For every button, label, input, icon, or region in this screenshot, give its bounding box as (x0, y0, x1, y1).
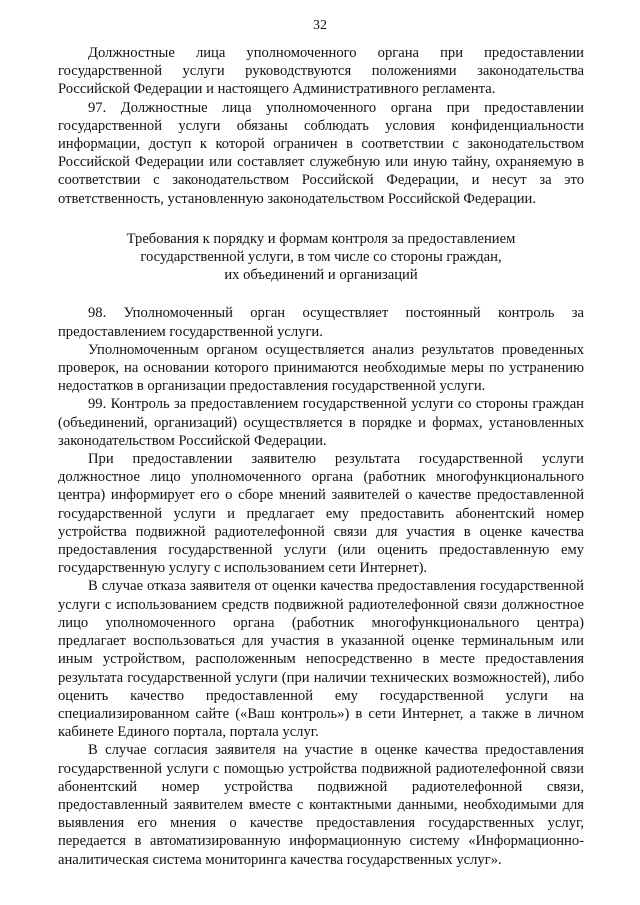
paragraph-inspection-analysis: Уполномоченным органом осуществляется анализ результатов проведенных проверок, на основании которого принимаются необходимые меры по устранению недостатков в организации предоставления государственной услуги. (58, 341, 584, 395)
paragraph-98-constant-control: 98. Уполномоченный орган осуществляет постоянный контроль за предоставлением государственной услуги. (58, 305, 584, 340)
section-heading-line: их объединений и организаций (224, 267, 418, 284)
paragraph-quality-feedback-informing: При предоставлении заявителю результата государственной услуги должностное лицо уполномоченного органа (работник многофункционального центра) информирует его о сборе мнений заявителей о качестве предоставленной государственной услуги и предлагает ему предоставить абонентский номер устройства подвижной радиотелефонной связи для участия в оценке качества предоставления государственной услуги (или оценить предоставленную ему государственную услугу с использованием сети Интернет). (58, 451, 584, 577)
paragraph-officials-guidance: Должностные лица уполномоченного органа при предоставлении государственной услуги руководствуются положениями законодательства Российской Федерации и настоящего Административного регламента. (58, 45, 584, 98)
document-body (58, 44, 584, 869)
section-heading-line: Требования к порядку и формам контроля за предоставлением (126, 230, 516, 247)
paragraph-consent-phone-number-transfer: В случае согласия заявителя на участие в оценке качества предоставления государственной услуги с помощью устройства подвижной радиотелефонной связи абонентский номер устройства подвижной радиотелефонной связи, предоставленный заявителем вместе с контактными данными, необходимыми для выявления его мнения о качестве предоставления государственных услуг, передается в автоматизированную информационную систему «Информационно-аналитическая система мониторинга качества государственных услуг». (58, 742, 584, 868)
paragraph-97-confidentiality: 97. Должностные лица уполномоченного органа при предоставлении государственной услуги обязаны соблюдать условия конфиденциальности информации, доступ к которой ограничен в соответствии с законодательством Российской Федерации или составляет служебную или иную тайну, охраняемую в соответствии с законодательством Российской Федерации, и несут за это ответственность, установленную законодательством Российской Федерации. (58, 99, 584, 207)
paragraph-refusal-alternative-assessment: В случае отказа заявителя от оценки качества предоставления государственной услуги с использованием средств подвижной радиотелефонной связи должностное лицо уполномоченного органа (работник многофункционального центра) предлагает воспользоваться для участия в указанной оценке терминальным или иным устройством, расположенным непосредственно в месте предоставления результата государственной услуги (при наличии технических возможностей), либо оценить качество предоставленной ему государственной услуги на специализированном сайте («Ваш контроль») в сети Интернет, а также в личном кабинете Единого портала, портала услуг. (58, 578, 584, 741)
section-heading-line: государственной услуги, в том числе со стороны граждан, (140, 249, 502, 266)
page-number: 32 (313, 18, 327, 33)
section-heading-control-requirements (58, 230, 584, 285)
paragraph-99-citizen-control: 99. Контроль за предоставлением государственной услуги со стороны граждан (объединений, организаций) осуществляется в порядке и формах, установленных законодательством Российской Федерации. (58, 396, 584, 449)
